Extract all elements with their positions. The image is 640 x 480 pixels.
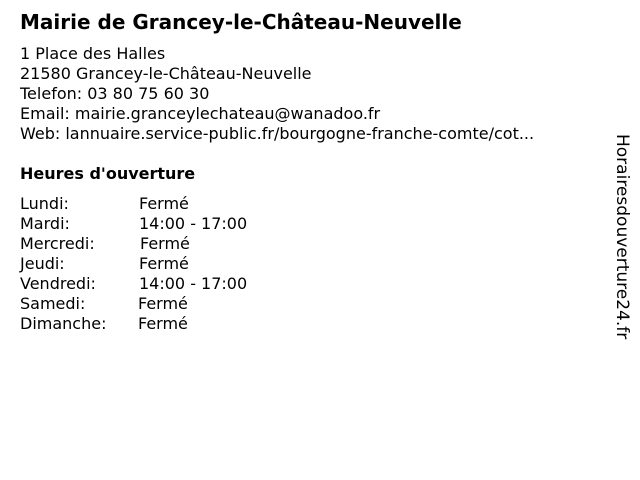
day-label: Dimanche:	[20, 314, 107, 333]
hours-value: 14:00 - 17:00	[139, 274, 248, 293]
watermark-text: Horairesdouverture24.fr	[612, 134, 632, 340]
day-label: Samedi:	[20, 294, 86, 313]
address-city: 21580 Grancey-le-Château-Neuvelle	[20, 64, 312, 83]
website-line[interactable]: Web: lannuaire.service-public.fr/bourgogne-franche-comte/cot...	[20, 124, 535, 143]
hours-value: 14:00 - 17:00	[139, 214, 248, 233]
opening-hours-heading: Heures d'ouverture	[20, 164, 196, 183]
address-street: 1 Place des Halles	[20, 44, 166, 63]
site-watermark	[610, 134, 634, 374]
phone-line[interactable]: Telefon: 03 80 75 60 30	[20, 84, 210, 103]
contact-block	[20, 44, 534, 144]
hours-value: Fermé	[140, 234, 190, 253]
day-label: Mardi:	[20, 214, 70, 233]
hours-value: Fermé	[139, 254, 189, 273]
day-label: Vendredi:	[20, 274, 96, 293]
hours-value: Fermé	[138, 314, 188, 333]
day-label: Lundi:	[20, 194, 69, 213]
hours-value: Fermé	[138, 294, 188, 313]
hours-value: Fermé	[139, 194, 189, 213]
page-title: Mairie de Grancey-le-Château-Neuvelle	[20, 10, 462, 34]
day-label: Jeudi:	[20, 254, 65, 273]
email-line[interactable]: Email: mairie.granceylechateau@wanadoo.fr	[20, 104, 381, 123]
day-label: Mercredi:	[20, 234, 95, 253]
